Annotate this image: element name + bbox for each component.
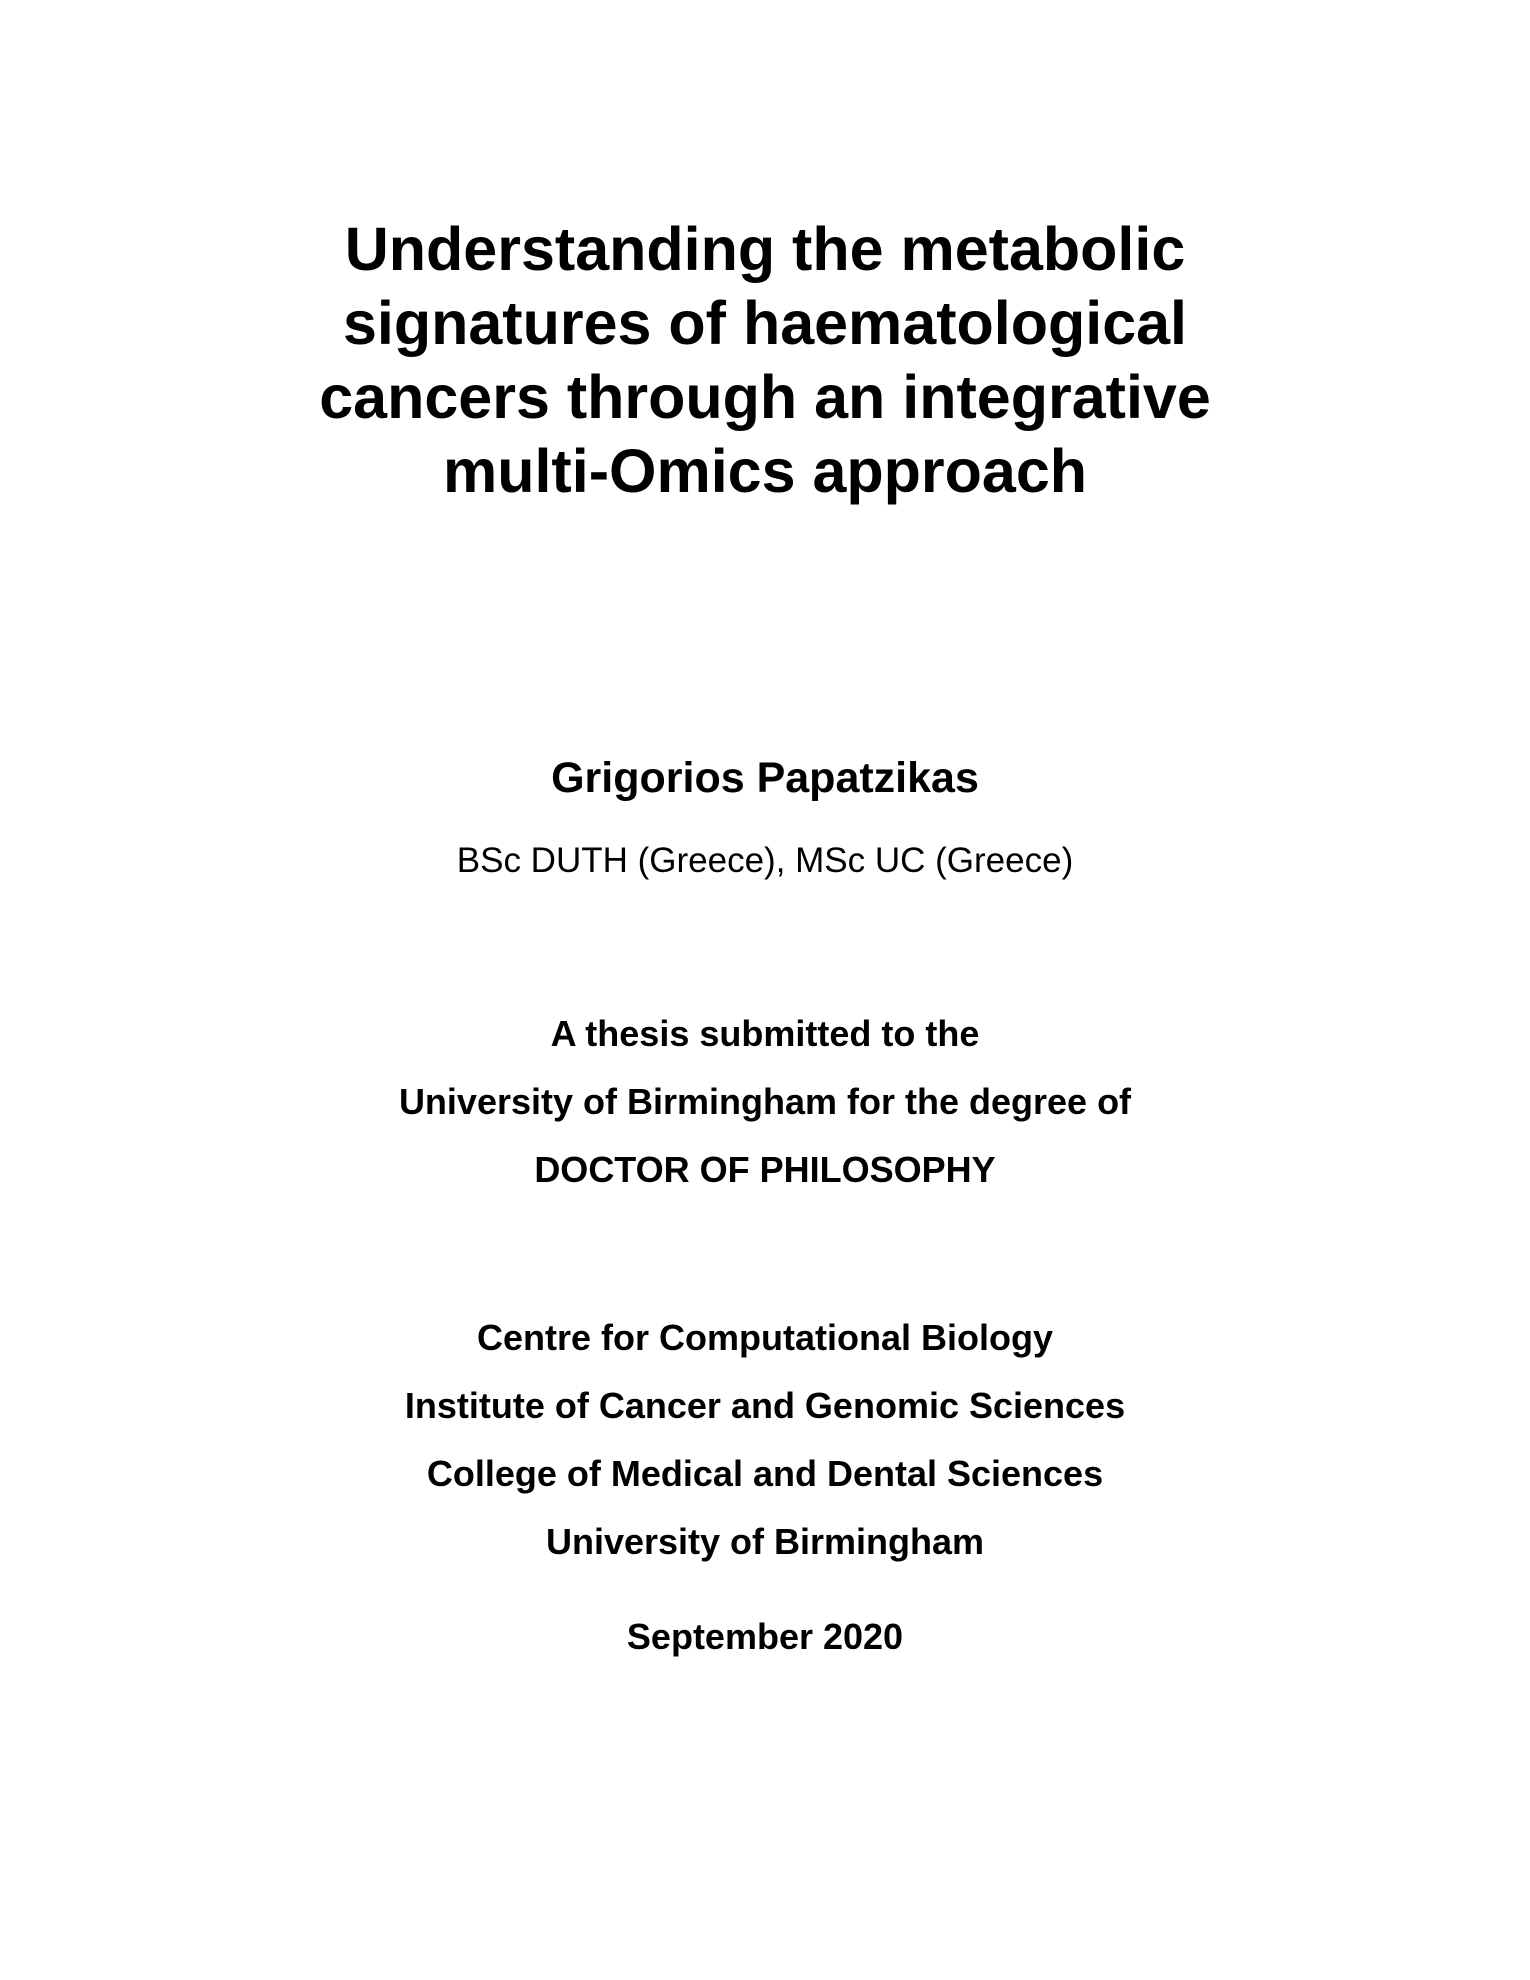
affiliation-line: University of Birmingham — [545, 1521, 985, 1562]
submission-line: A thesis submitted to the — [550, 1013, 980, 1054]
thesis-title — [0, 212, 1530, 508]
submission-statement — [0, 1000, 1530, 1204]
author-name: Grigorios Papatzikas — [551, 754, 979, 802]
affiliation — [0, 1304, 1530, 1576]
affiliation-line: College of Medical and Dental Sciences — [426, 1453, 1104, 1494]
submission-line: University of Birmingham for the degree of — [398, 1081, 1132, 1122]
author-degrees: BSc DUTH (Greece), MSc UC (Greece) — [456, 841, 1074, 880]
affiliation-line: Centre for Computational Biology — [477, 1317, 1053, 1358]
title-line: multi-Omics approach — [442, 437, 1087, 505]
submission-date: September 2020 — [626, 1616, 904, 1657]
submission-line: DOCTOR OF PHILOSOPHY — [534, 1149, 996, 1190]
title-line: signatures of haematological — [342, 289, 1188, 357]
affiliation-line: Institute of Cancer and Genomic Sciences — [404, 1385, 1126, 1426]
title-line: Understanding the metabolic — [344, 215, 1186, 283]
title-line: cancers through an integrative — [319, 363, 1211, 431]
